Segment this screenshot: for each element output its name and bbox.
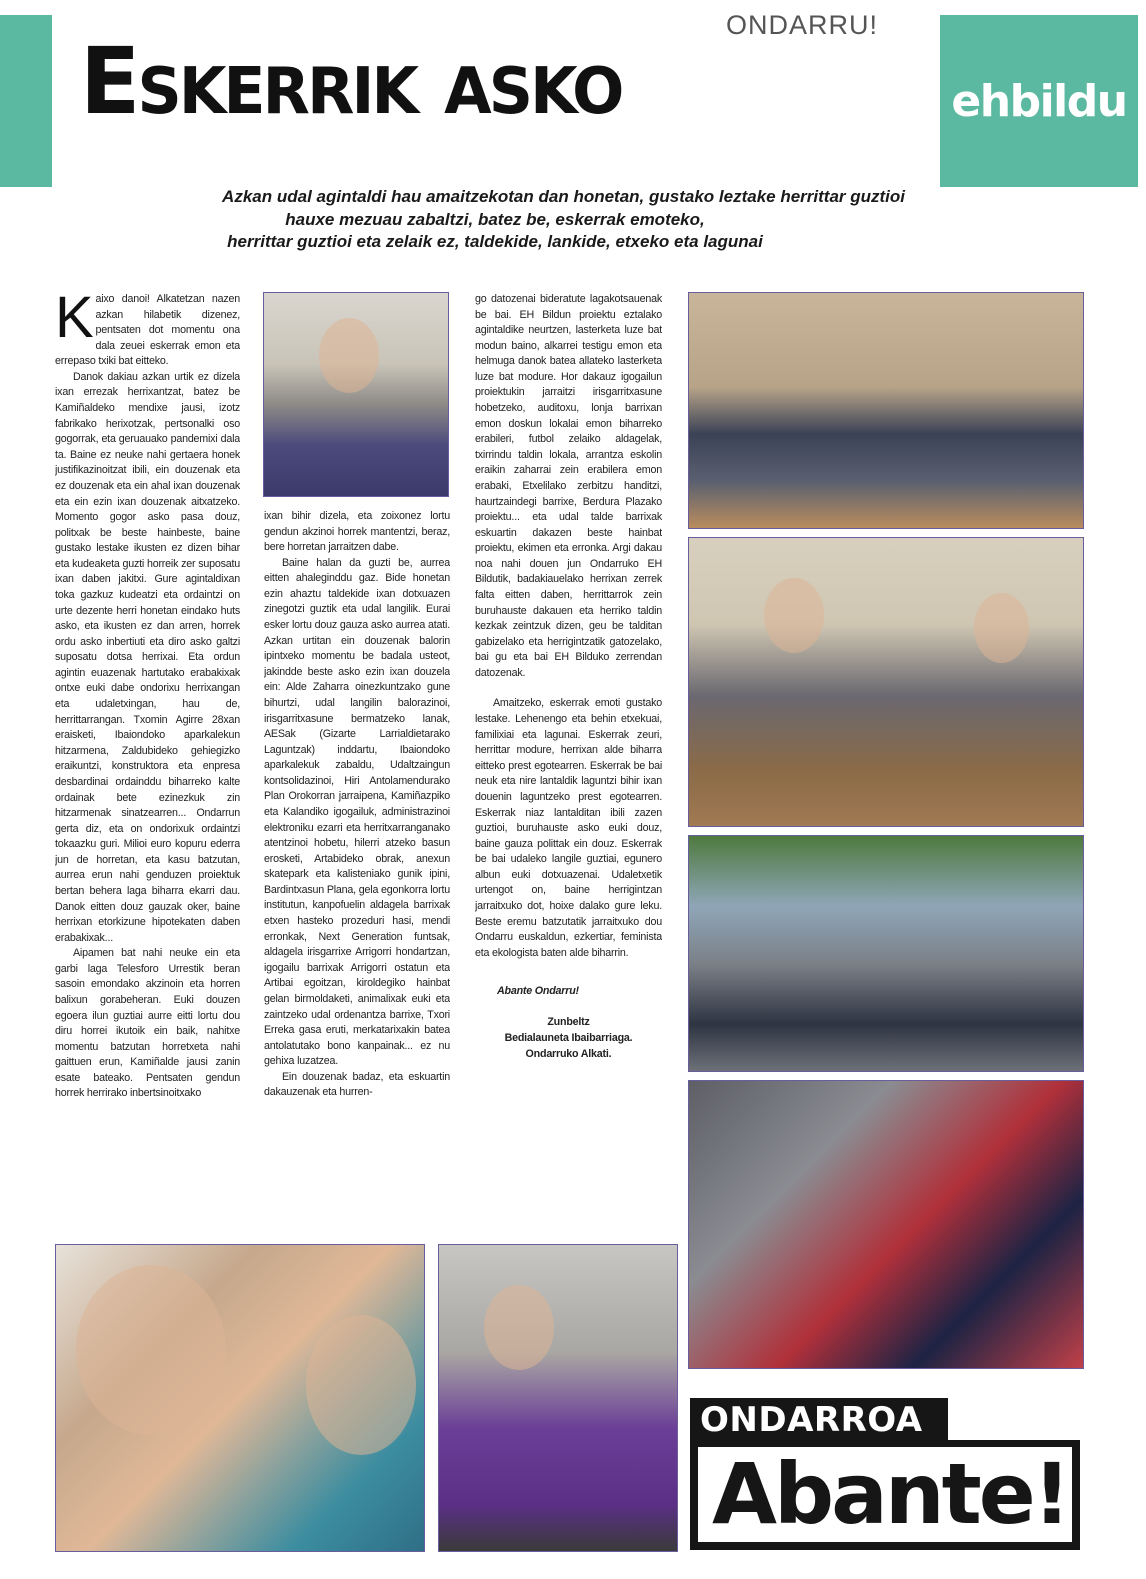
article-column-1 [55,292,240,1232]
ehbildu-logo [940,15,1138,187]
lede-line: Azkan udal agintaldi hau amaitzekotan dan honetan, gustako leztake herrittar guztioi [222,187,905,206]
lede [60,186,930,254]
paragraph: Aipamen bat nahi neuke ein eta garbi laga Telesforo Urrestik beran sasoin emondako akzinoin eta horren balixun gorabeheran. Euki douzen egoera ilun guztiai aurre eitti lortu dou diru horrei ikutoik ein baik, nahitxe momentu batzutan horretxeta nahi gaittuen erun, Kamiñalde jausi zanin esate bateako. Pentsaten gendun horrek herrirako inbertsinoitxako [55,947,240,1100]
photo-family [55,1244,425,1552]
signature-line: Ondarruko Alkati. [525,1047,612,1060]
paragraph: Ein douzenak badaz, eta eskuartin dakauzenak eta hurren- [264,1070,450,1099]
photo-sports-celebration [688,1080,1084,1369]
lede-line: hauxe mezuau zabaltzi, batez be, eskerrak emoteko, [285,209,705,229]
photo-group-outdoor [688,835,1084,1072]
teal-accent-bar-left [0,15,52,187]
photo-mayor-portrait [263,292,449,497]
photo-office-meeting [688,537,1084,827]
paragraph: go datozenai bideratute lagakotsauenak be bai. EH Bildun proiektu eztalako agintaldike neurtzen, lasterketa luze bat modun baino, alkarrei testigu emon eta helmuga danok batea allateko lasterketa luze bat modure. Hor dakauz igogailun proiektukin jarraitzi irisgarritxasune hobetzeko, auditoxu, lonja barrixan emon doskun lokalai emon biharreko erabileri, futbol zelaiko aldagelak, txirrindu taldin lokala, arrantza eskolin eraikin zaharrai zein erabilera emon erabaki, Etxelilako zerbitzu handitzi, haurtzaindegi barrixe, Berdura Plazako proiektu... eta udal talde barrixak eskuartin dakazen beste hainbat proiektu, ekimen eta erronka. Argi dakau noa nahi douen jun Ondarruko EH Bildutik, badakiauelako herrixan zerrek falta eitten daben, herrittarrok zein buruhauste dakauen eta herriko taldin kezkak zeintzuk dizen, geu be talditan gabizelako eta herrigintzatik gatozelako, bai gu eta bai EH Bilduko zerrendan datozenak. [475,293,662,679]
paragraph: Amaitzeko, eskerrak emoti gustako lestake. Lehenengo eta behin etxekuai, familixiai eta lagunai. Eskerrak zeuri, herrittar modure, herrixan alde biharra eitteko prest egotearren. Eskerrak be bai neuk eta nire lantaldik laguntzi bihir ixan douenin laguntzeko prest egotearren. Eskerrak niaz lantalditan ibili zazen guztioi, buruhauste asko euki douz, baine gauza polittak ein douz. Eskerrak be bai udaleko langile guztiai, egunero albun euki dotxuazenai. Udaletxetik urtengot on, baine herrigintzan jarraitxuko dot, hoixe dalako gure leku. Beste eremu batzutatik jarraitxuko dou Ondarru euskaldun, ezkertiar, feminista eta ekologista baten alde biharrin. [475,697,662,959]
signature [475,1014,662,1062]
paragraph: Danok dakiau azkan urtik ez dizela ixan errezak herrixantzat, batez be Kamiñaldeko mendixe jausi, izotz fabrikako herixotzak, pertsonalki oso gogorrak, eta geruauako pandemixi dala ta. Baine ez neuke nahi gertaera honek justifikazinoitzat ibili, ein douzenak eta ez douzenak eta ein ahal ixan douzenak eta ein ezin ixan douzenak aitxatzeko. Momento gogor asko pasa douz, politxak be beste hainbeste, baine gustako lestake ikusten ez dizen bihar eta kudeaketa guzti horreik zer suposatu ixan daben jakitxi. Gure agintaldixan toka gazkuz kudeatzi eta ordaintzi on urte dezente herri honetan eindako huts asko, eta ikusten ez dan arren, horrek ordu asko inbertiuti eta diro asko galtzi suposatu dotsa herrixai. Eta ordun agintin euazenak hartutako erabakixak ontxe euki dabe ondorixu herrixangan eta udaletxingan, hau de, herrittarrangan. Txomin Agirre 28xan eraisketi, Ibaiondoko aparkalekun hitzarmena, Zaldubideko gehiegizko eraikuntzi, konstruktora eta enpresa desbardinai ordainddu biharreko kalte ordainak bete ezinezkuk zin hitzarmenak sinatzearren... Ondarrun gerta diz, eta on ondorixuk ordaintzi tokaazku guri. Milioi euro kopuru ederra jun de horretan, eta kasu batzutan, aurrea erun nahi genduzen proiektuk bertan behera laga biharra ekarri dau. Danok eitten douz gauzak oker, baine herrixan etorkizune hipotekaten daben erabakixak... [55,370,240,944]
slogan: Abante Ondarru! [497,985,579,998]
logo-main-text: Abante! [712,1445,1069,1543]
paragraph: aixo danoi! Alkatetzan nazen azkan hilabetik dizenez, pentsaten dot momentu ona dala zeuei eskerrak emon eta errepaso txiki bat eitteko. [55,293,240,368]
signature-line: Bedialauneta Ibaibarriaga. [504,1031,633,1044]
article-column-2 [264,509,450,1229]
kicker: ONDARRU! [726,10,879,40]
paragraph: Baine halan da guzti be, aurrea eitten ahaleginddu gaz. Bide honetan ezin ahaztu taldekide ixan dotxuazen zinegotzi guztik eta udal langilik. Eurai esker lortu douz gauza asko aurrea atati. Azkan urtitan ein douzenak balorin ipintxeko momentu be badala usteot, jakindde beste asko ezin ixan douzela ein: Alde Zaharra oinezkuntzako gune bihurtzi, udal langilin balorazinoi, irisgarritxasune bermatzeko lanak, AESak (Gizarte Larrialdietarako Laguntzak) inddartu, Ibaiondoko aparkalekuk zabaldu, Udaltzaingun kontsolidazinoi, Hiri Antolamendurako Plan Orokorran jarraipena, Kamiñazpiko eta Kalandiko igogailuk, administrazinoi elektroniku ezarri eta herritxarranganako atentzinoi hobetu, hilerri atzeko basun erosketi, Artabideko obrak, anexun skatepark eta kalisteniako gunik ipini, Bardintxasun Plana, gela egonkorra lortu institutun, kanpofuelin aldagela barrixak etxen hasteko prozeduri hasi, mendi erronkak, Next Generation funtsak, aldagela irisgarrixe Arrigorri hondartzan, igogailu barrixak Arrigorri ostatun eta Artibai egoitzan, kiroldegiko hainbat gelan birmoldaketi, animalixak euki eta zaintzeko udal ordenantza barrixe, Txori Erreka gasa eruti, merkatarixakin batea antolatutako bono kanpainak... ez nu gehixa luzatzea. [264,556,450,1068]
brand-name: ehbildu [951,75,1127,127]
page-title: Eskerrik asko [80,28,622,135]
signature-line: Zunbeltz [547,1015,590,1028]
drop-cap: K [55,292,94,350]
logo-top-text: ONDARROA [690,1398,948,1442]
lede-line: herrittar guztioi eta zelaik ez, taldekide, lankide, etxeko eta lagunai [227,232,763,251]
ondarroa-abante-logo [690,1398,1080,1550]
photo-group-indoor [688,292,1084,529]
article-column-3 [475,292,662,1202]
paragraph: ixan bihir dizela, eta zoixonez lortu gendun akzinoi horrek mantentzi, beraz, bere horretan jarraitzen dabe. [264,510,450,554]
photo-purple-shirt [438,1244,678,1552]
